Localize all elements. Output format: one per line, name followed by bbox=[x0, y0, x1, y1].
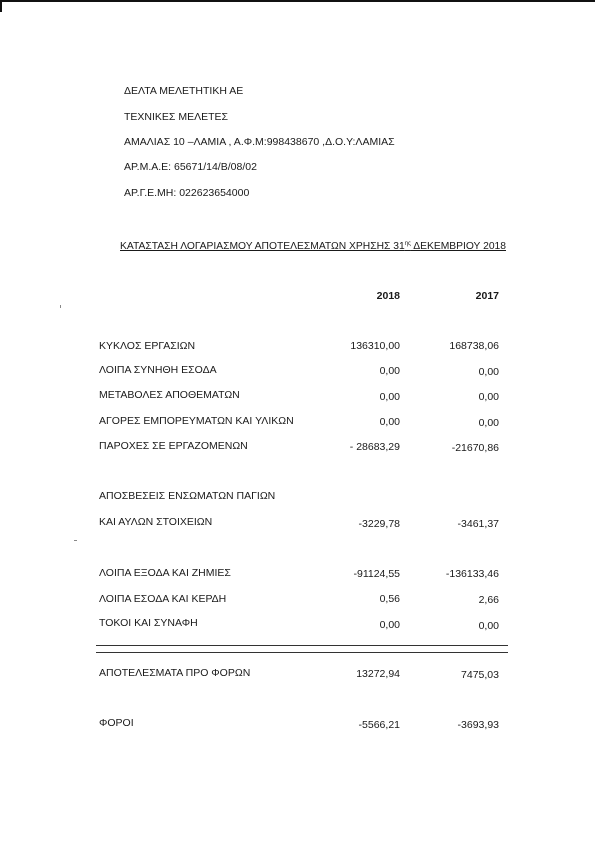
row-value-2018: 0,00 bbox=[379, 619, 400, 631]
row-label: ΛΟΙΠΑ ΕΣΟΔΑ ΚΑΙ ΚΕΡΔΗ bbox=[99, 593, 227, 605]
row-label: ΤΟΚΟΙ ΚΑΙ ΣΥΝΑΦΗ bbox=[99, 617, 198, 629]
pretax-label: ΑΠΟΤΕΛΕΣΜΑΤΑ ΠΡΟ ΦΟΡΩΝ bbox=[99, 667, 251, 679]
row-value-2018: 0,00 bbox=[379, 416, 400, 428]
column-header-2018: 2018 bbox=[376, 290, 400, 302]
scan-edge-top bbox=[0, 0, 595, 2]
row-value-2017: 2,66 bbox=[478, 594, 499, 606]
row-value-2017: 0,00 bbox=[478, 391, 499, 403]
scan-speck bbox=[74, 540, 77, 541]
row-label: ΑΓΟΡΕΣ ΕΜΠΟΡΕΥΜΑΤΩΝ ΚΑΙ ΥΛΙΚΩΝ bbox=[99, 415, 294, 427]
company-armae: ΑΡ.Μ.Α.Ε: 65671/14/Β/08/02 bbox=[124, 161, 257, 173]
scan-edge-left bbox=[0, 0, 2, 12]
pretax-value-2017: 7475,03 bbox=[461, 669, 499, 681]
double-rule-separator bbox=[96, 645, 508, 653]
row-value-2017: 0,00 bbox=[478, 417, 499, 429]
row-value-2017: 0,00 bbox=[478, 620, 499, 632]
company-argemi: ΑΡ.Γ.Ε.ΜΗ: 022623654000 bbox=[124, 187, 250, 199]
taxes-value-2017: -3693,93 bbox=[457, 719, 499, 731]
row-value-2018: 0,00 bbox=[379, 391, 400, 403]
row-label: ΜΕΤΑΒΟΛΕΣ ΑΠΟΘΕΜΑΤΩΝ bbox=[99, 389, 240, 401]
row-value-2018: - 28683,29 bbox=[349, 441, 400, 453]
row-label: ΑΠΟΣΒΕΣΕΙΣ ΕΝΣΩΜΑΤΩΝ ΠΑΓΙΩΝ bbox=[99, 490, 276, 502]
scan-speck bbox=[60, 305, 61, 308]
row-value-2017: -3461,37 bbox=[457, 518, 499, 530]
row-value-2017: 168738,06 bbox=[449, 340, 499, 352]
row-value-2017: 0,00 bbox=[478, 366, 499, 378]
company-activity: ΤΕΧΝΙΚΕΣ ΜΕΛΕΤΕΣ bbox=[124, 111, 229, 123]
statement-title: ΚΑΤΑΣΤΑΣΗ ΛΟΓΑΡΙΑΣΜΟΥ ΑΠΟΤΕΛΕΣΜΑΤΩΝ ΧΡΗΣΗΣ $31^{\eta\varsigma}$ ΔΕΚΕΜΒΡΙΟΥ 2018 bbox=[120, 241, 506, 252]
company-name: ΔΕΛΤΑ ΜΕΛΕΤΗΤΙΚΗ ΑΕ bbox=[124, 85, 244, 97]
row-value-2018: 0,56 bbox=[379, 593, 400, 605]
row-label: ΛΟΙΠΑ ΣΥΝΗΘΗ ΕΣΟΔΑ bbox=[99, 364, 217, 376]
row-value-2018: 0,00 bbox=[379, 365, 400, 377]
taxes-label: ΦΟΡΟΙ bbox=[99, 717, 134, 729]
row-label: ΚΥΚΛΟΣ ΕΡΓΑΣΙΩΝ bbox=[99, 340, 196, 352]
row-value-2018: -91124,55 bbox=[353, 568, 400, 580]
row-value-2018: 136310,00 bbox=[350, 340, 400, 352]
row-value-2017: -136133,46 bbox=[445, 568, 499, 580]
row-label: ΚΑΙ ΑΥΛΩΝ ΣΤΟΙΧΕΙΩΝ bbox=[99, 516, 213, 528]
row-label: ΛΟΙΠΑ ΕΞΟΔΑ ΚΑΙ ΖΗΜΙΕΣ bbox=[99, 567, 231, 579]
row-value-2017: -21670,86 bbox=[451, 442, 499, 454]
taxes-value-2018: -5566,21 bbox=[358, 719, 400, 731]
company-address: ΑΜΑΛΙΑΣ 10 –ΛΑΜΙΑ , Α.Φ.Μ:998438670 ,Δ.Ο.Υ:ΛΑΜΙΑΣ bbox=[124, 136, 395, 148]
pretax-value-2018: 13272,94 bbox=[356, 668, 400, 680]
column-header-2017: 2017 bbox=[475, 290, 499, 302]
row-value-2018: -3229,78 bbox=[358, 518, 400, 530]
row-label: ΠΑΡΟΧΕΣ ΣΕ ΕΡΓΑΖΟΜΕΝΩΝ bbox=[99, 440, 248, 452]
